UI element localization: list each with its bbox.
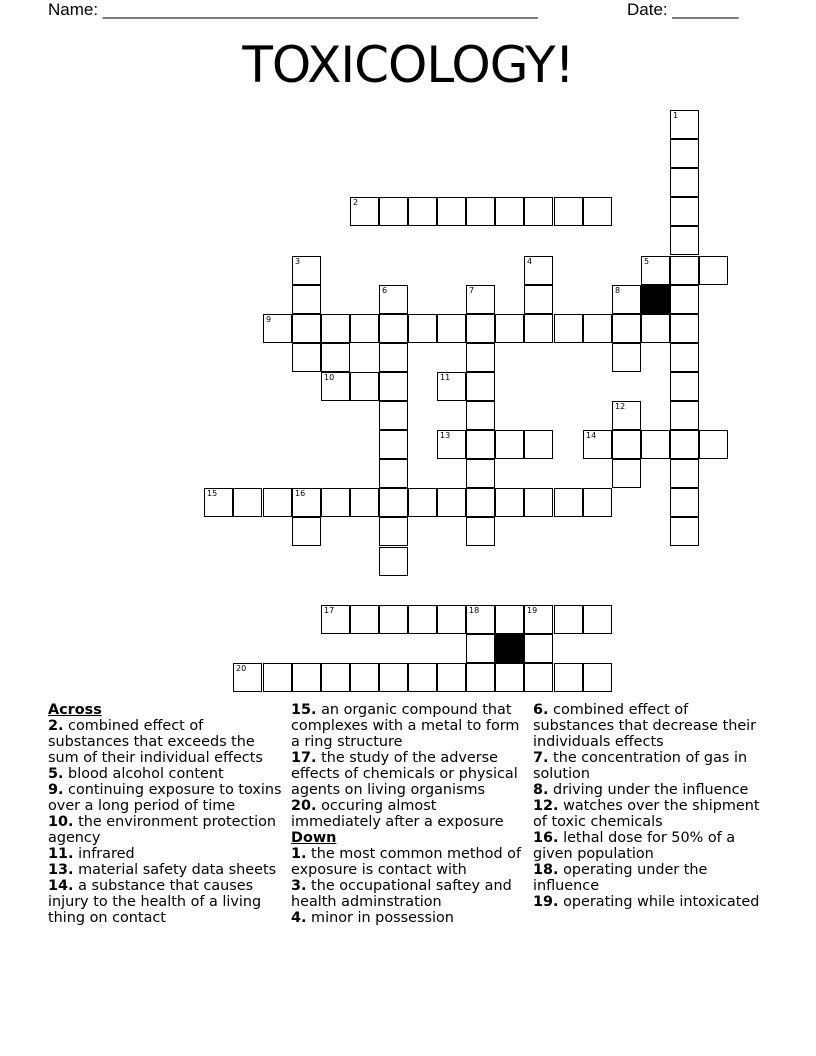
crossword-cell[interactable] <box>524 197 553 226</box>
crossword-cell[interactable] <box>321 343 350 372</box>
crossword-cell[interactable] <box>350 663 379 692</box>
clue-text: the concentration of gas in solution <box>533 750 748 782</box>
crossword-cell[interactable] <box>524 634 553 663</box>
clue-text: the most common method of exposure is contact with <box>291 846 522 878</box>
crossword-cell[interactable] <box>204 488 233 517</box>
clue-text: the occupational saftey and health adminstration <box>291 878 512 910</box>
crossword-cell[interactable] <box>583 197 612 226</box>
clue-number: 5 <box>644 257 650 266</box>
crossword-cell[interactable] <box>379 314 408 343</box>
crossword-cell[interactable] <box>554 663 583 692</box>
crossword-cell[interactable] <box>437 605 466 634</box>
crossword-cell[interactable] <box>670 314 699 343</box>
clue-number: 17 <box>324 606 335 615</box>
crossword-cell[interactable] <box>524 285 553 314</box>
crossword-cell[interactable] <box>233 488 262 517</box>
crossword-cell[interactable] <box>670 256 699 285</box>
crossword-cell[interactable] <box>554 605 583 634</box>
crossword-cell[interactable] <box>379 605 408 634</box>
crossword-cell[interactable] <box>263 663 292 692</box>
crossword-cell[interactable] <box>554 488 583 517</box>
crossword-cell[interactable] <box>263 314 292 343</box>
crossword-cell[interactable] <box>466 663 495 692</box>
clue-number-label: 15. <box>291 702 317 718</box>
crossword-cell[interactable] <box>321 663 350 692</box>
crossword-cell[interactable] <box>292 314 321 343</box>
clue-number: 2 <box>353 198 359 207</box>
crossword-cell[interactable] <box>408 488 437 517</box>
clue-number: 4 <box>527 257 533 266</box>
clue-text: occuring almost immediately after a exposure <box>291 798 504 830</box>
clue-text: operating under the influence <box>533 862 708 894</box>
crossword-cell[interactable] <box>670 226 699 255</box>
crossword-cell[interactable] <box>612 285 641 314</box>
crossword-black-cell <box>495 634 524 663</box>
crossword-cell[interactable] <box>466 401 495 430</box>
clue-item <box>291 878 527 910</box>
crossword-cell[interactable] <box>379 430 408 459</box>
crossword-cell[interactable] <box>379 401 408 430</box>
crossword-black-cell <box>641 285 670 314</box>
crossword-cell[interactable] <box>670 372 699 401</box>
crossword-cell[interactable] <box>583 430 612 459</box>
crossword-cell[interactable] <box>466 488 495 517</box>
crossword-cell[interactable] <box>524 314 553 343</box>
clue-text: an organic compound that complexes with a metal to form a ring structure <box>291 702 520 750</box>
crossword-cell[interactable] <box>379 517 408 546</box>
clue-text: a substance that causes injury to the health of a living thing on contact <box>48 878 262 926</box>
clue-item <box>533 702 769 750</box>
crossword-cell[interactable] <box>466 372 495 401</box>
clue-number-label: 12. <box>533 798 559 814</box>
crossword-cell[interactable] <box>670 139 699 168</box>
clue-text: material safety data sheets <box>73 862 277 878</box>
crossword-cell[interactable] <box>321 372 350 401</box>
clue-number: 3 <box>295 257 301 266</box>
crossword-cell[interactable] <box>292 663 321 692</box>
clue-item <box>533 862 769 894</box>
crossword-cell[interactable] <box>437 488 466 517</box>
clue-number-label: 19. <box>533 894 559 910</box>
clue-item <box>291 798 527 830</box>
crossword-cell[interactable] <box>437 314 466 343</box>
crossword-cell[interactable] <box>670 459 699 488</box>
clue-number: 16 <box>295 489 306 498</box>
clue-item <box>48 878 284 926</box>
clues-column-2 <box>291 702 527 926</box>
crossword-cell[interactable] <box>466 285 495 314</box>
crossword-cell[interactable] <box>437 372 466 401</box>
date-field-label: Date: _______ <box>627 0 739 19</box>
page-title: TOXICOLOGY! <box>242 36 574 94</box>
crossword-cell[interactable] <box>379 663 408 692</box>
crossword-cell[interactable] <box>612 314 641 343</box>
clue-item <box>291 702 527 750</box>
clue-number-label: 7. <box>533 750 549 766</box>
clue-number: 20 <box>236 664 247 673</box>
clue-item <box>291 750 527 798</box>
crossword-cell[interactable] <box>583 663 612 692</box>
crossword-cell[interactable] <box>350 197 379 226</box>
clue-number: 13 <box>440 431 451 440</box>
crossword-cell[interactable] <box>670 343 699 372</box>
crossword-cell[interactable] <box>495 197 524 226</box>
crossword-cell[interactable] <box>350 605 379 634</box>
clue-item <box>533 750 769 782</box>
clue-text: infrared <box>73 846 135 862</box>
crossword-cell[interactable] <box>466 314 495 343</box>
clue-item <box>48 782 284 814</box>
clue-item <box>48 846 284 862</box>
crossword-cell[interactable] <box>466 197 495 226</box>
crossword-cell[interactable] <box>408 314 437 343</box>
crossword-cell[interactable] <box>524 663 553 692</box>
crossword-cell[interactable] <box>641 314 670 343</box>
clue-text: operating while intoxicated <box>558 894 760 910</box>
clue-item <box>48 862 284 878</box>
clue-number-label: 20. <box>291 798 317 814</box>
crossword-cell[interactable] <box>408 197 437 226</box>
clue-number-label: 9. <box>48 782 64 798</box>
clue-number: 6 <box>382 286 388 295</box>
crossword-cell[interactable] <box>524 430 553 459</box>
crossword-cell[interactable] <box>699 430 728 459</box>
clue-number-label: 5. <box>48 766 64 782</box>
crossword-cell[interactable] <box>466 634 495 663</box>
clue-number: 12 <box>615 402 626 411</box>
crossword-cell[interactable] <box>350 372 379 401</box>
clue-number-label: 4. <box>291 910 307 926</box>
clue-number-label: 3. <box>291 878 307 894</box>
clue-number: 18 <box>469 606 480 615</box>
crossword-cell[interactable] <box>379 343 408 372</box>
crossword-cell[interactable] <box>495 663 524 692</box>
crossword-cell[interactable] <box>350 488 379 517</box>
crossword-cell[interactable] <box>466 459 495 488</box>
crossword-cell[interactable] <box>321 314 350 343</box>
crossword-cell[interactable] <box>321 488 350 517</box>
clue-number-label: 2. <box>48 718 64 734</box>
crossword-cell[interactable] <box>379 197 408 226</box>
crossword-cell[interactable] <box>495 430 524 459</box>
clue-number: 1 <box>673 111 679 120</box>
crossword-cell[interactable] <box>583 488 612 517</box>
crossword-cell[interactable] <box>670 168 699 197</box>
clue-number-label: 16. <box>533 830 559 846</box>
crossword-cell[interactable] <box>379 547 408 576</box>
crossword-cell[interactable] <box>495 605 524 634</box>
crossword-cell[interactable] <box>379 488 408 517</box>
clue-number: 9 <box>266 315 272 324</box>
crossword-cell[interactable] <box>612 430 641 459</box>
clues-column-1 <box>48 702 284 926</box>
clue-number: 19 <box>527 606 538 615</box>
clue-number-label: 1. <box>291 846 307 862</box>
crossword-cell[interactable] <box>670 401 699 430</box>
clue-text: continuing exposure to toxins over a long period of time <box>48 782 282 814</box>
crossword-cell[interactable] <box>466 430 495 459</box>
clue-number: 8 <box>615 286 621 295</box>
crossword-cell[interactable] <box>670 430 699 459</box>
clue-item <box>48 718 284 766</box>
crossword-cell[interactable] <box>612 401 641 430</box>
crossword-cell[interactable] <box>495 488 524 517</box>
crossword-cell[interactable] <box>379 285 408 314</box>
crossword-cell[interactable] <box>292 517 321 546</box>
crossword-cell[interactable] <box>292 488 321 517</box>
clue-text: lethal dose for 50% of a given population <box>533 830 736 862</box>
clue-item <box>533 830 769 862</box>
crossword-cell[interactable] <box>524 256 553 285</box>
crossword-cell[interactable] <box>699 256 728 285</box>
crossword-cell[interactable] <box>292 285 321 314</box>
down-heading: Down <box>291 830 337 846</box>
crossword-cell[interactable] <box>408 663 437 692</box>
crossword-cell[interactable] <box>233 663 262 692</box>
name-field-label: Name: ______________________________________________ <box>48 0 538 19</box>
crossword-cell[interactable] <box>612 343 641 372</box>
crossword-cell[interactable] <box>554 197 583 226</box>
clue-number: 14 <box>586 431 597 440</box>
clue-number-label: 11. <box>48 846 74 862</box>
crossword-cell[interactable] <box>263 488 292 517</box>
crossword-cell[interactable] <box>641 430 670 459</box>
clue-number: 10 <box>324 373 335 382</box>
crossword-cell[interactable] <box>350 314 379 343</box>
clue-item <box>533 798 769 830</box>
clue-number: 15 <box>207 489 218 498</box>
clue-number-label: 17. <box>291 750 317 766</box>
clue-number: 7 <box>469 286 475 295</box>
crossword-cell[interactable] <box>670 488 699 517</box>
crossword-cell[interactable] <box>612 459 641 488</box>
crossword-cell[interactable] <box>583 314 612 343</box>
clue-text: the study of the adverse effects of chemicals or physical agents on living organisms <box>291 750 518 798</box>
clue-item <box>48 766 284 782</box>
crossword-cell[interactable] <box>466 605 495 634</box>
crossword-cell[interactable] <box>554 314 583 343</box>
across-heading: Across <box>48 702 102 718</box>
crossword-cell[interactable] <box>670 517 699 546</box>
clue-item <box>291 910 527 926</box>
crossword-cell[interactable] <box>466 343 495 372</box>
clue-text: combined effect of substances that exceeds the sum of their individual effects <box>48 718 263 766</box>
clue-number-label: 6. <box>533 702 549 718</box>
crossword-cell[interactable] <box>408 605 437 634</box>
clue-number-label: 8. <box>533 782 549 798</box>
crossword-cell[interactable] <box>292 343 321 372</box>
crossword-cell[interactable] <box>583 605 612 634</box>
clue-number-label: 14. <box>48 878 74 894</box>
clue-text: the environment protection agency <box>48 814 277 846</box>
crossword-cell[interactable] <box>641 256 670 285</box>
crossword-cell[interactable] <box>466 517 495 546</box>
crossword-cell[interactable] <box>437 197 466 226</box>
clue-number: 11 <box>440 373 451 382</box>
crossword-cell[interactable] <box>670 285 699 314</box>
clue-item <box>291 846 527 878</box>
crossword-cell[interactable] <box>437 663 466 692</box>
crossword-cell[interactable] <box>524 605 553 634</box>
clue-text: minor in possession <box>306 910 454 926</box>
crossword-cell[interactable] <box>321 605 350 634</box>
clue-text: blood alcohol content <box>63 766 224 782</box>
clue-text: driving under the influence <box>548 782 749 798</box>
clue-number-label: 13. <box>48 862 74 878</box>
clues-column-3 <box>533 702 769 910</box>
clue-item <box>533 894 769 910</box>
clue-number-label: 18. <box>533 862 559 878</box>
crossword-cell[interactable] <box>292 256 321 285</box>
crossword-cell[interactable] <box>379 372 408 401</box>
clue-item <box>533 782 769 798</box>
clue-text: combined effect of substances that decrease their individuals effects <box>533 702 757 750</box>
crossword-cell[interactable] <box>495 314 524 343</box>
crossword-cell[interactable] <box>379 459 408 488</box>
crossword-cell[interactable] <box>524 488 553 517</box>
crossword-cell[interactable] <box>670 197 699 226</box>
clue-text: watches over the shipment of toxic chemicals <box>533 798 760 830</box>
clue-number-label: 10. <box>48 814 74 830</box>
crossword-cell[interactable] <box>437 430 466 459</box>
crossword-cell[interactable] <box>670 110 699 139</box>
clue-item <box>48 814 284 846</box>
